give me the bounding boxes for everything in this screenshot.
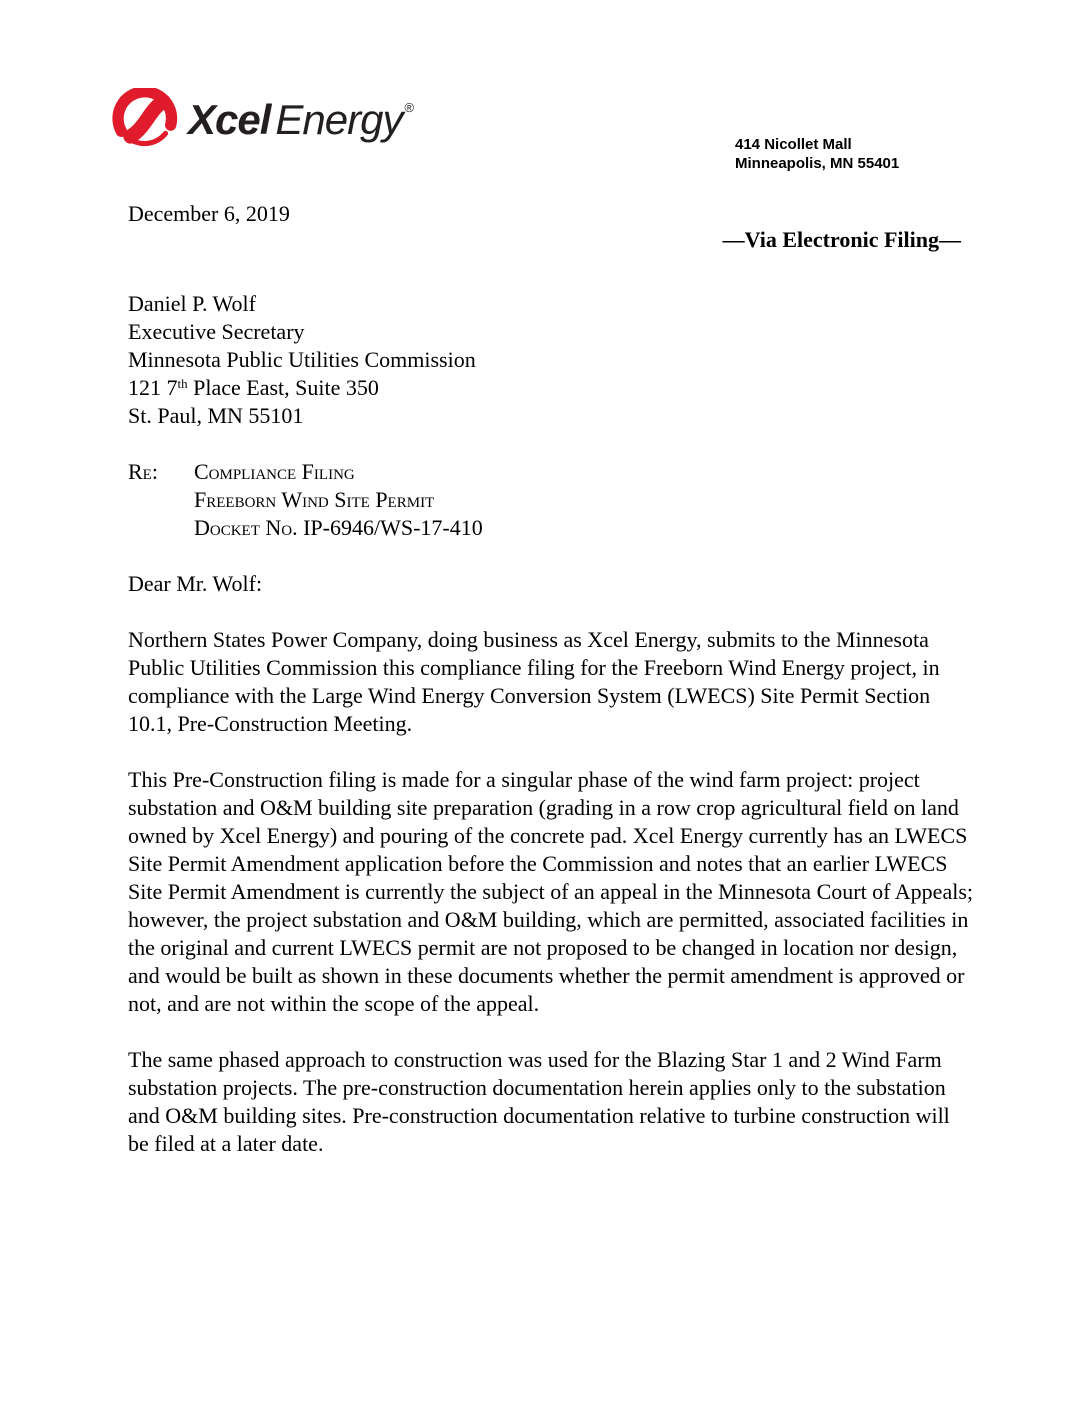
salutation: Dear Mr. Wolf: bbox=[128, 571, 263, 596]
recipient-street-rest: Place East, Suite 350 bbox=[187, 375, 379, 400]
recipient-street bbox=[128, 374, 974, 402]
xcel-swirl-icon bbox=[110, 88, 182, 152]
via-electronic-filing-line: —Via Electronic Filing— bbox=[722, 227, 961, 252]
re-lines bbox=[194, 458, 483, 542]
recipient-city-state-zip: St. Paul, MN 55101 bbox=[128, 403, 304, 428]
re-line-docket-number: Docket No. IP-6946/WS-17-410 bbox=[194, 515, 483, 540]
letter-body bbox=[128, 290, 974, 1158]
letterhead-address-line1: 414 Nicollet Mall bbox=[735, 136, 852, 153]
letter-date: December 6, 2019 bbox=[128, 201, 290, 226]
logo-wordmark bbox=[188, 96, 413, 144]
letterhead-address bbox=[735, 135, 899, 173]
recipient-street-number: 121 7 bbox=[128, 375, 178, 400]
recipient-title: Executive Secretary bbox=[128, 319, 305, 344]
paragraph-3: The same phased approach to construction was used for the Blazing Star 1 and 2 Wind Farm substation projects. The pre-construction documentation herein applies only to the substation and O&M building sites. Pre-construction documentation relative to turbine construction will be filed at a later date. bbox=[128, 1047, 950, 1156]
logo-word-xcel: Xcel bbox=[188, 96, 271, 143]
recipient-name: Daniel P. Wolf bbox=[128, 291, 256, 316]
logo-word-energy: Energy bbox=[275, 96, 403, 143]
registered-mark: ® bbox=[404, 100, 414, 115]
paragraph-2: This Pre-Construction filing is made for a singular phase of the wind farm project: project substation and O&M building site preparation (grading in a row crop agricultural field on land owned by Xcel Energy) and pouring of the concrete pad. Xcel Energy currently has an LWECS Site Permit Amendment application before the Commission and notes that an earlier LWECS Site Permit Amendment is currently the subject of an appeal in the Minnesota Court of Appeals; however, the project substation and O&M building, which are permitted, associated facilities in the original and current LWECS permit are not proposed to be changed in location nor design, and would be built as shown in these documents whether the permit amendment is approved or not, and are not within the scope of the appeal. bbox=[128, 767, 973, 1016]
xcel-energy-logo bbox=[110, 88, 413, 152]
re-line-site-permit: Freeborn Wind Site Permit bbox=[194, 487, 435, 512]
recipient-organization: Minnesota Public Utilities Commission bbox=[128, 347, 476, 372]
re-line-compliance-filing: Compliance Filing bbox=[194, 459, 355, 484]
letterhead-address-line2: Minneapolis, MN 55401 bbox=[735, 155, 900, 172]
recipient-block bbox=[128, 290, 974, 430]
recipient-street-ordinal: th bbox=[177, 376, 188, 391]
re-block bbox=[128, 458, 974, 542]
paragraph-1: Northern States Power Company, doing business as Xcel Energy, submits to the Minnesota Public Utilities Commission this compliance filing for the Freeborn Wind Energy project, in compliance with the Large Wind Energy Conversion System (LWECS) Site Permit Section 10.1, Pre-Construction Meeting. bbox=[128, 627, 940, 736]
re-label: Re: bbox=[128, 459, 158, 484]
